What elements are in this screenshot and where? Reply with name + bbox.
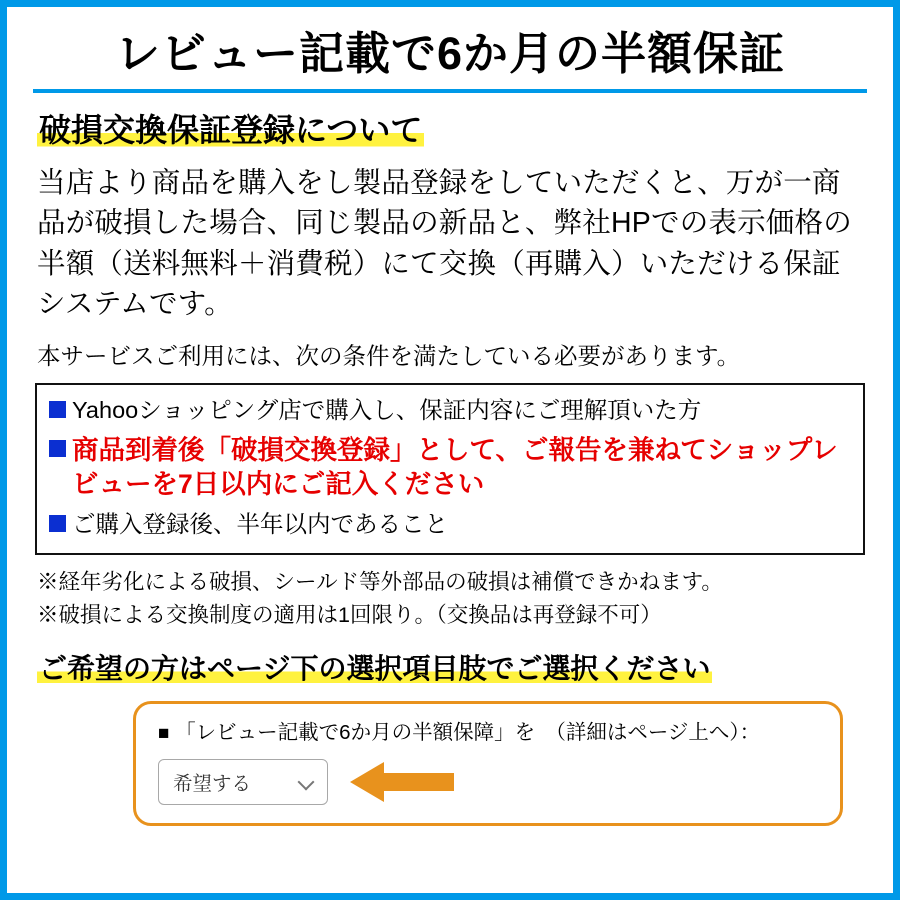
list-item-label: ご購入登録後、半年以内であること [72, 511, 448, 538]
arrow-left-icon [350, 760, 454, 804]
disclaimer-line: ※破損による交換制度の適用は1回限り。（交換品は再登録不可） [37, 603, 662, 628]
list-item [49, 395, 851, 427]
square-bullet-icon: ■ [158, 723, 170, 745]
section-heading [37, 111, 867, 149]
warranty-select[interactable] [158, 759, 328, 805]
square-bullet-icon [49, 515, 66, 532]
section-heading-text: 破損交換保証登録について [39, 111, 423, 148]
square-bullet-icon [49, 440, 66, 457]
description-paragraph: 当店より商品を購入をし製品登録をしていただくと、万が一商品が破損した場合、同じ製品の新品と、弊社HPでの表示価格の半額（送料無料＋消費税）にて交換（再購入）いただける保証システムです。 [37, 166, 852, 321]
chevron-down-icon [299, 774, 315, 790]
square-bullet-icon [49, 401, 66, 418]
option-label [158, 718, 824, 749]
disclaimer-line: ※経年劣化による破損、シールド等外部品の破損は補償できかねます。 [37, 570, 723, 595]
list-item [49, 433, 851, 502]
list-item [49, 509, 851, 541]
conditions-box [35, 383, 865, 555]
option-callout-box [133, 701, 843, 826]
list-item-label: 商品到着後「破損交換登録」として、ご報告を兼ねてショップレビューを7日以内にご記入ください [72, 434, 838, 499]
selection-prompt [37, 647, 867, 687]
selection-prompt-text: ご希望の方はページ下の選択項目肢でご選択ください [39, 653, 711, 685]
option-label-text: 「レビュー記載で6か月の半額保障」を （詳細はページ上へ）： [175, 721, 761, 745]
select-row [158, 759, 824, 805]
condition-intro: 本サービスご利用には、次の条件を満たしている必要があります。 [37, 342, 741, 369]
banner-title: レビュー記載で6か月の半額保証 [33, 23, 867, 93]
list-item-label: Yahooショッピング店で購入し、保証内容にご理解頂いた方 [72, 396, 702, 423]
document-inner [7, 7, 893, 826]
warranty-select-value: 希望する [173, 773, 252, 796]
